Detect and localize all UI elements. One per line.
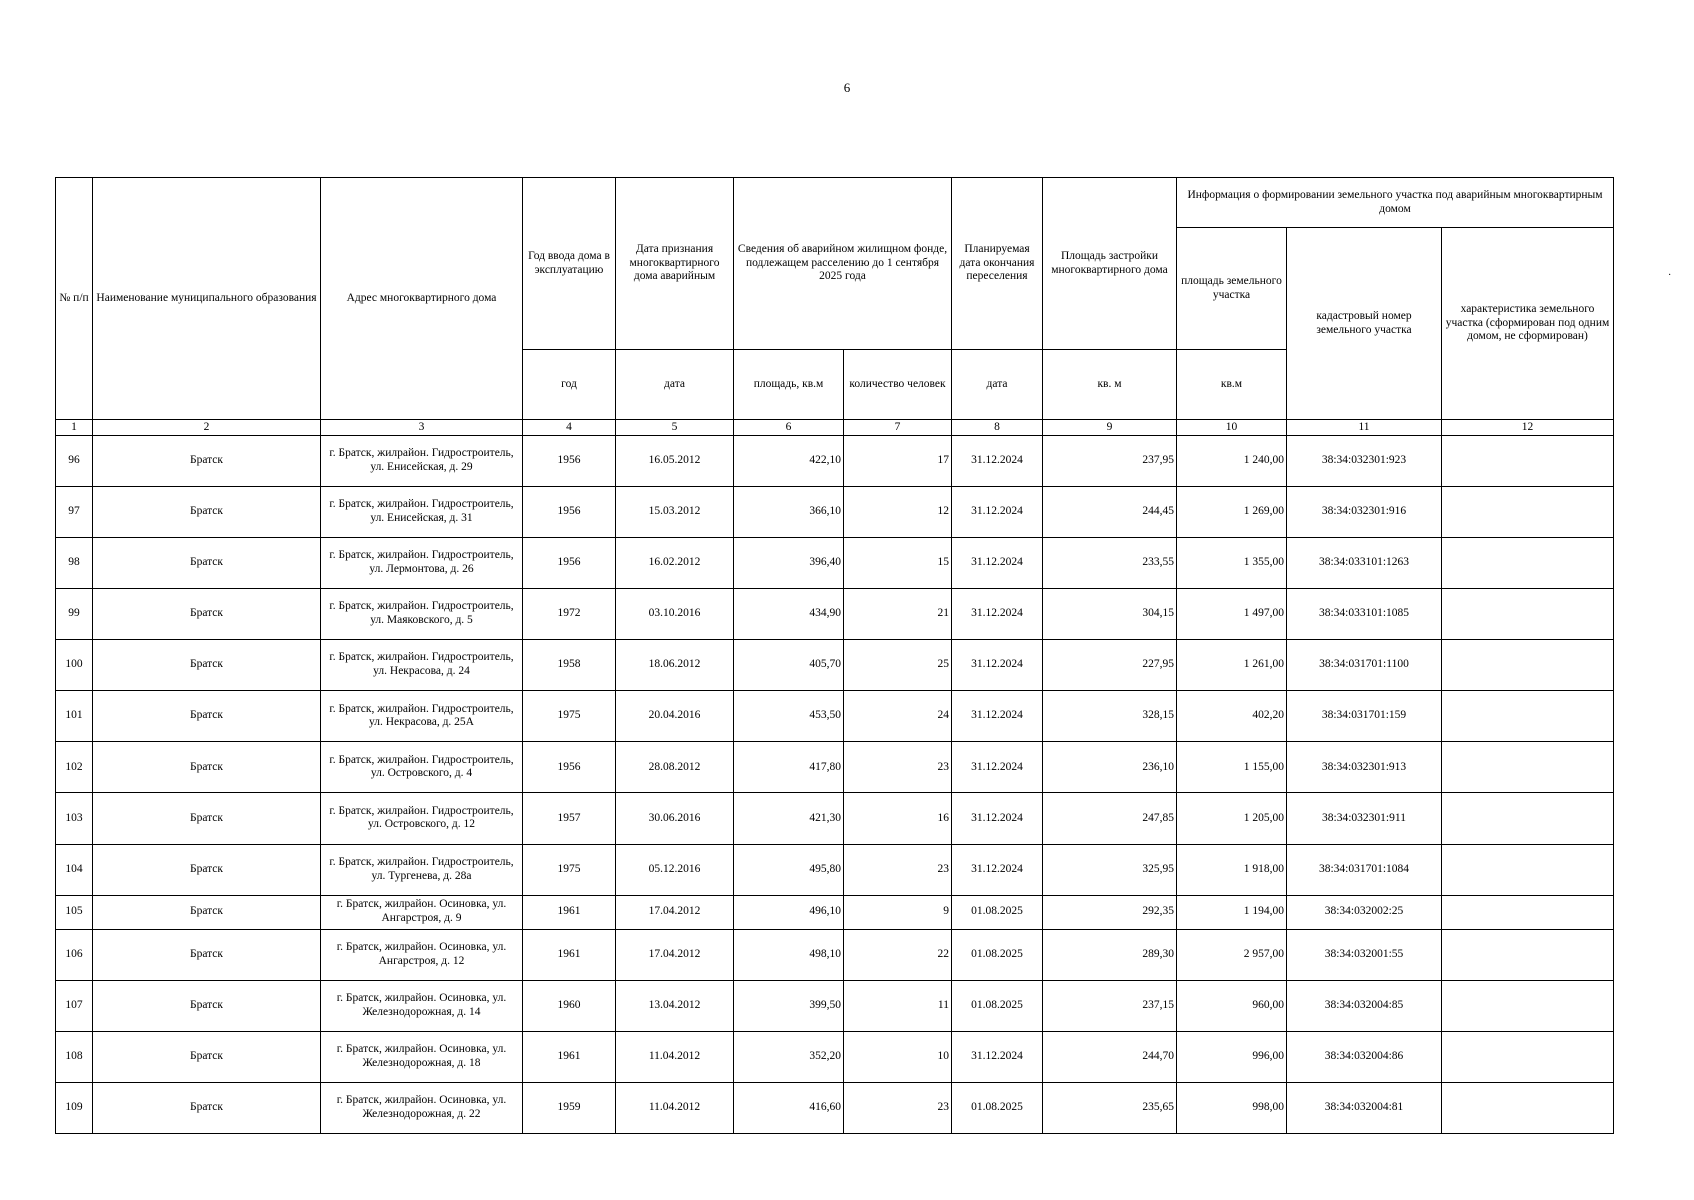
cadastral-cell: 38:34:031701:1100 (1287, 640, 1442, 691)
table-row (56, 589, 1614, 640)
address-cell: г. Братск, жилрайон. Гидростроитель, ул. Островского, д. 4 (321, 742, 523, 793)
table-row (56, 691, 1614, 742)
building-area-cell: 247,85 (1043, 793, 1177, 844)
land-character-cell (1442, 691, 1614, 742)
land-area-cell: 1 918,00 (1177, 844, 1287, 895)
date-recognized-cell: 11.04.2012 (616, 1082, 734, 1133)
emergency-housing-table (55, 177, 1614, 1134)
area-cell: 396,40 (734, 538, 844, 589)
land-character-cell (1442, 895, 1614, 929)
row-number: 97 (56, 487, 93, 538)
column-number: 12 (1442, 420, 1614, 436)
header-year: Год ввода дома в эксплуатацию (523, 178, 616, 350)
table-row (56, 436, 1614, 487)
land-area-cell: 1 155,00 (1177, 742, 1287, 793)
municipality-cell: Братск (93, 1031, 321, 1082)
planned-end-cell: 31.12.2024 (952, 1031, 1043, 1082)
land-area-cell: 996,00 (1177, 1031, 1287, 1082)
row-number: 100 (56, 640, 93, 691)
cadastral-cell: 38:34:032004:85 (1287, 980, 1442, 1031)
year-cell: 1975 (523, 691, 616, 742)
column-number: 9 (1043, 420, 1177, 436)
cadastral-cell: 38:34:031701:1084 (1287, 844, 1442, 895)
table-row (56, 929, 1614, 980)
people-cell: 11 (844, 980, 952, 1031)
building-area-cell: 289,30 (1043, 929, 1177, 980)
year-cell: 1960 (523, 980, 616, 1031)
header-emergency-fund: Сведения об аварийном жилищном фонде, подлежащем расселению до 1 сентября 2025 года (734, 178, 952, 350)
land-character-cell (1442, 538, 1614, 589)
cadastral-cell: 38:34:032004:86 (1287, 1031, 1442, 1082)
year-cell: 1961 (523, 1031, 616, 1082)
address-cell: г. Братск, жилрайон. Гидростроитель, ул. Енисейская, д. 29 (321, 436, 523, 487)
date-recognized-cell: 16.05.2012 (616, 436, 734, 487)
table-row (56, 1082, 1614, 1133)
date-recognized-cell: 20.04.2016 (616, 691, 734, 742)
land-character-cell (1442, 589, 1614, 640)
row-number: 99 (56, 589, 93, 640)
row-number: 103 (56, 793, 93, 844)
year-cell: 1959 (523, 1082, 616, 1133)
table-row (56, 793, 1614, 844)
building-area-cell: 235,65 (1043, 1082, 1177, 1133)
header-planned-end: Планируемая дата окончания переселения (952, 178, 1043, 350)
row-number: 101 (56, 691, 93, 742)
area-cell: 366,10 (734, 487, 844, 538)
header-building-area: Площадь застройки многоквартирного дома (1043, 178, 1177, 350)
date-recognized-cell: 30.06.2016 (616, 793, 734, 844)
land-area-cell: 1 355,00 (1177, 538, 1287, 589)
building-area-cell: 237,15 (1043, 980, 1177, 1031)
building-area-cell: 244,45 (1043, 487, 1177, 538)
building-area-cell: 237,95 (1043, 436, 1177, 487)
year-cell: 1956 (523, 436, 616, 487)
municipality-cell: Братск (93, 844, 321, 895)
planned-end-cell: 01.08.2025 (952, 895, 1043, 929)
municipality-cell: Братск (93, 980, 321, 1031)
table-row (56, 844, 1614, 895)
page-number: 6 (843, 80, 851, 95)
date-recognized-cell: 11.04.2012 (616, 1031, 734, 1082)
people-cell: 23 (844, 742, 952, 793)
people-cell: 24 (844, 691, 952, 742)
planned-end-cell: 31.12.2024 (952, 793, 1043, 844)
table-row (56, 538, 1614, 589)
year-cell: 1956 (523, 487, 616, 538)
date-recognized-cell: 05.12.2016 (616, 844, 734, 895)
date-recognized-cell: 17.04.2012 (616, 929, 734, 980)
municipality-cell: Братск (93, 640, 321, 691)
unit-land-sqm: кв.м (1177, 350, 1287, 420)
row-number: 108 (56, 1031, 93, 1082)
date-recognized-cell: 13.04.2012 (616, 980, 734, 1031)
land-area-cell: 1 497,00 (1177, 589, 1287, 640)
row-number: 106 (56, 929, 93, 980)
column-number: 8 (952, 420, 1043, 436)
building-area-cell: 233,55 (1043, 538, 1177, 589)
year-cell: 1957 (523, 793, 616, 844)
header-address: Адрес многоквартирного дома (321, 178, 523, 420)
column-number: 5 (616, 420, 734, 436)
land-character-cell (1442, 929, 1614, 980)
column-number: 3 (321, 420, 523, 436)
year-cell: 1975 (523, 844, 616, 895)
area-cell: 434,90 (734, 589, 844, 640)
column-number: 6 (734, 420, 844, 436)
municipality-cell: Братск (93, 793, 321, 844)
address-cell: г. Братск, жилрайон. Осиновка, ул. Ангарстроя, д. 9 (321, 895, 523, 929)
area-cell: 399,50 (734, 980, 844, 1031)
municipality-cell: Братск (93, 589, 321, 640)
planned-end-cell: 31.12.2024 (952, 538, 1043, 589)
planned-end-cell: 31.12.2024 (952, 436, 1043, 487)
planned-end-cell: 01.08.2025 (952, 929, 1043, 980)
people-cell: 21 (844, 589, 952, 640)
land-character-cell (1442, 793, 1614, 844)
building-area-cell: 236,10 (1043, 742, 1177, 793)
row-number: 98 (56, 538, 93, 589)
cadastral-cell: 38:34:032301:916 (1287, 487, 1442, 538)
land-character-cell (1442, 436, 1614, 487)
table-row (56, 895, 1614, 929)
people-cell: 22 (844, 929, 952, 980)
people-cell: 25 (844, 640, 952, 691)
address-cell: г. Братск, жилрайон. Осиновка, ул. Железнодорожная, д. 14 (321, 980, 523, 1031)
table-row (56, 487, 1614, 538)
area-cell: 496,10 (734, 895, 844, 929)
people-cell: 17 (844, 436, 952, 487)
header-land-character: характеристика земельного участка (сформирован под одним домом, не сформирован) (1442, 228, 1614, 420)
year-cell: 1961 (523, 895, 616, 929)
building-area-cell: 325,95 (1043, 844, 1177, 895)
land-area-cell: 1 240,00 (1177, 436, 1287, 487)
cadastral-cell: 38:34:032002:25 (1287, 895, 1442, 929)
row-number: 102 (56, 742, 93, 793)
year-cell: 1958 (523, 640, 616, 691)
row-number: 107 (56, 980, 93, 1031)
scan-mark: · (1668, 270, 1672, 281)
area-cell: 352,20 (734, 1031, 844, 1082)
planned-end-cell: 31.12.2024 (952, 691, 1043, 742)
municipality-cell: Братск (93, 436, 321, 487)
address-cell: г. Братск, жилрайон. Осиновка, ул. Железнодорожная, д. 22 (321, 1082, 523, 1133)
area-cell: 498,10 (734, 929, 844, 980)
address-cell: г. Братск, жилрайон. Гидростроитель, ул. Некрасова, д. 24 (321, 640, 523, 691)
municipality-cell: Братск (93, 929, 321, 980)
building-area-cell: 304,15 (1043, 589, 1177, 640)
area-cell: 453,50 (734, 691, 844, 742)
date-recognized-cell: 16.02.2012 (616, 538, 734, 589)
column-number: 2 (93, 420, 321, 436)
row-number: 96 (56, 436, 93, 487)
land-area-cell: 402,20 (1177, 691, 1287, 742)
land-area-cell: 1 261,00 (1177, 640, 1287, 691)
land-character-cell (1442, 640, 1614, 691)
header-date-recognized: Дата признания многоквартирного дома аварийным (616, 178, 734, 350)
municipality-cell: Братск (93, 691, 321, 742)
address-cell: г. Братск, жилрайон. Гидростроитель, ул. Лермонтова, д. 26 (321, 538, 523, 589)
cadastral-cell: 38:34:032001:55 (1287, 929, 1442, 980)
cadastral-cell: 38:34:032004:81 (1287, 1082, 1442, 1133)
people-cell: 12 (844, 487, 952, 538)
planned-end-cell: 01.08.2025 (952, 1082, 1043, 1133)
planned-end-cell: 31.12.2024 (952, 589, 1043, 640)
building-area-cell: 292,35 (1043, 895, 1177, 929)
date-recognized-cell: 15.03.2012 (616, 487, 734, 538)
table-row (56, 980, 1614, 1031)
municipality-cell: Братск (93, 487, 321, 538)
table-row (56, 640, 1614, 691)
column-number: 11 (1287, 420, 1442, 436)
cadastral-cell: 38:34:031701:159 (1287, 691, 1442, 742)
cadastral-cell: 38:34:032301:911 (1287, 793, 1442, 844)
address-cell: г. Братск, жилрайон. Гидростроитель, ул. Тургенева, д. 28а (321, 844, 523, 895)
column-number-row (56, 420, 1614, 436)
row-number: 104 (56, 844, 93, 895)
column-number: 1 (56, 420, 93, 436)
header-municipality: Наименование муниципального образования (93, 178, 321, 420)
planned-end-cell: 31.12.2024 (952, 487, 1043, 538)
column-number: 4 (523, 420, 616, 436)
address-cell: г. Братск, жилрайон. Гидростроитель, ул. Островского, д. 12 (321, 793, 523, 844)
land-area-cell: 960,00 (1177, 980, 1287, 1031)
area-cell: 421,30 (734, 793, 844, 844)
planned-end-cell: 01.08.2025 (952, 980, 1043, 1031)
land-character-cell (1442, 980, 1614, 1031)
address-cell: г. Братск, жилрайон. Гидростроитель, ул. Енисейская, д. 31 (321, 487, 523, 538)
land-area-cell: 998,00 (1177, 1082, 1287, 1133)
header-cadastral: кадастровый номер земельного участка (1287, 228, 1442, 420)
cadastral-cell: 38:34:032301:923 (1287, 436, 1442, 487)
date-recognized-cell: 28.08.2012 (616, 742, 734, 793)
header-land-area: площадь земельного участка (1177, 228, 1287, 350)
people-cell: 23 (844, 844, 952, 895)
table-row (56, 1031, 1614, 1082)
people-cell: 15 (844, 538, 952, 589)
land-area-cell: 1 194,00 (1177, 895, 1287, 929)
planned-end-cell: 31.12.2024 (952, 640, 1043, 691)
date-recognized-cell: 17.04.2012 (616, 895, 734, 929)
date-recognized-cell: 18.06.2012 (616, 640, 734, 691)
land-character-cell (1442, 742, 1614, 793)
year-cell: 1961 (523, 929, 616, 980)
address-cell: г. Братск, жилрайон. Осиновка, ул. Железнодорожная, д. 18 (321, 1031, 523, 1082)
municipality-cell: Братск (93, 1082, 321, 1133)
address-cell: г. Братск, жилрайон. Осиновка, ул. Ангарстроя, д. 12 (321, 929, 523, 980)
unit-end-date: дата (952, 350, 1043, 420)
cadastral-cell: 38:34:033101:1085 (1287, 589, 1442, 640)
header-num: № п/п (56, 178, 93, 420)
building-area-cell: 244,70 (1043, 1031, 1177, 1082)
land-character-cell (1442, 487, 1614, 538)
people-cell: 16 (844, 793, 952, 844)
unit-date: дата (616, 350, 734, 420)
column-number: 7 (844, 420, 952, 436)
area-cell: 405,70 (734, 640, 844, 691)
unit-people: количество человек (844, 350, 952, 420)
unit-year: год (523, 350, 616, 420)
building-area-cell: 328,15 (1043, 691, 1177, 742)
land-area-cell: 1 269,00 (1177, 487, 1287, 538)
planned-end-cell: 31.12.2024 (952, 742, 1043, 793)
municipality-cell: Братск (93, 742, 321, 793)
unit-building-sqm: кв. м (1043, 350, 1177, 420)
land-area-cell: 1 205,00 (1177, 793, 1287, 844)
row-number: 109 (56, 1082, 93, 1133)
row-number: 105 (56, 895, 93, 929)
area-cell: 495,80 (734, 844, 844, 895)
header-land-info: Информация о формировании земельного участка под аварийным многоквартирным домом (1177, 178, 1614, 228)
cadastral-cell: 38:34:032301:913 (1287, 742, 1442, 793)
address-cell: г. Братск, жилрайон. Гидростроитель, ул. Некрасова, д. 25А (321, 691, 523, 742)
date-recognized-cell: 03.10.2016 (616, 589, 734, 640)
people-cell: 10 (844, 1031, 952, 1082)
area-cell: 416,60 (734, 1082, 844, 1133)
cadastral-cell: 38:34:033101:1263 (1287, 538, 1442, 589)
address-cell: г. Братск, жилрайон. Гидростроитель, ул. Маяковского, д. 5 (321, 589, 523, 640)
building-area-cell: 227,95 (1043, 640, 1177, 691)
unit-area: площадь, кв.м (734, 350, 844, 420)
table-row (56, 742, 1614, 793)
year-cell: 1972 (523, 589, 616, 640)
municipality-cell: Братск (93, 538, 321, 589)
table-body (56, 436, 1614, 1134)
column-number: 10 (1177, 420, 1287, 436)
area-cell: 422,10 (734, 436, 844, 487)
people-cell: 9 (844, 895, 952, 929)
year-cell: 1956 (523, 742, 616, 793)
year-cell: 1956 (523, 538, 616, 589)
people-cell: 23 (844, 1082, 952, 1133)
land-character-cell (1442, 1082, 1614, 1133)
land-character-cell (1442, 844, 1614, 895)
land-character-cell (1442, 1031, 1614, 1082)
planned-end-cell: 31.12.2024 (952, 844, 1043, 895)
land-area-cell: 2 957,00 (1177, 929, 1287, 980)
municipality-cell: Братск (93, 895, 321, 929)
area-cell: 417,80 (734, 742, 844, 793)
